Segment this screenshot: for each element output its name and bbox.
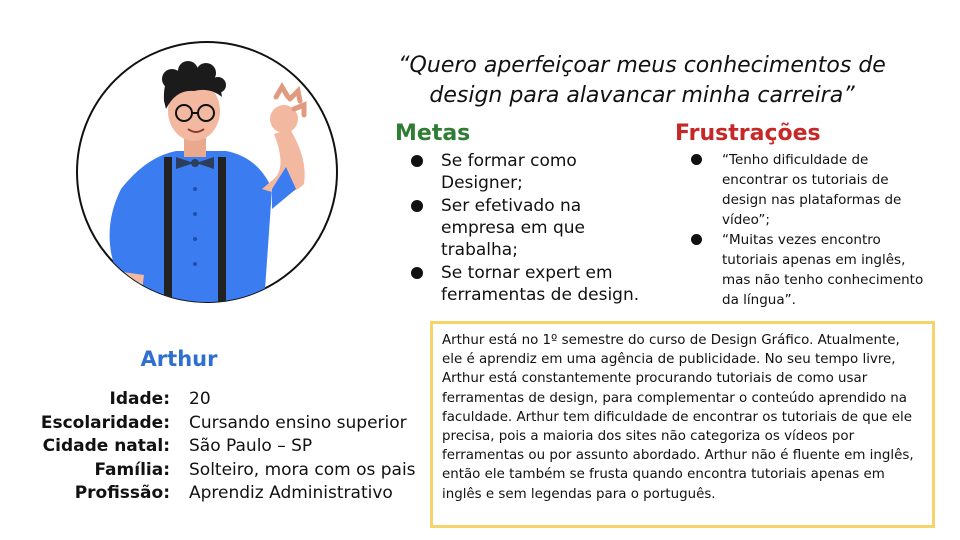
- info-value: São Paulo – SP: [189, 436, 313, 456]
- frustracoes-list: [690, 150, 930, 310]
- list-item: [408, 262, 648, 306]
- info-value: Solteiro, mora com os pais: [189, 459, 416, 480]
- persona-quote: “Quero aperfeiçoar meus conhecimentos de design para alavancar minha carreira”: [398, 53, 886, 108]
- frustracoes-heading: Frustrações: [675, 121, 821, 146]
- info-row-profissao: [18, 482, 416, 506]
- metas-item-text: Se formar como Designer;: [441, 151, 577, 193]
- info-row-escolaridade: [18, 412, 416, 436]
- persona-info: [18, 388, 416, 506]
- info-value: Cursando ensino superior: [189, 412, 407, 433]
- bullet-icon: [691, 154, 702, 165]
- list-item: [408, 150, 648, 194]
- bullet-icon: [411, 155, 423, 167]
- metas-item-text: Se tornar expert em ferramentas de design.: [441, 263, 640, 305]
- bullet-icon: [691, 234, 702, 245]
- metas-heading: Metas: [395, 121, 471, 146]
- bullet-icon: [411, 267, 423, 279]
- info-value: Aprendiz Administrativo: [189, 483, 393, 503]
- info-row-familia: [18, 459, 416, 483]
- persona-avatar: [76, 39, 338, 335]
- list-item: [690, 230, 930, 310]
- info-label: Cidade natal:: [42, 436, 170, 456]
- info-row-cidade-natal: [18, 435, 416, 459]
- info-label: Escolaridade:: [40, 412, 170, 433]
- metas-list: [408, 150, 648, 307]
- list-item: [690, 150, 930, 230]
- list-item: [408, 195, 648, 261]
- persona-name: Arthur: [140, 347, 218, 371]
- info-label: Idade:: [109, 389, 170, 409]
- info-label: Família:: [94, 459, 170, 480]
- info-value: 20: [189, 389, 211, 409]
- bullet-icon: [411, 200, 423, 212]
- metas-item-text: Ser efetivado na empresa em que trabalha;: [441, 196, 586, 260]
- persona-bio: Arthur está no 1º semestre do curso de Design Gráfico. Atualmente, ele é aprendiz em uma agência de publicidade. No seu tempo livre, Arthur está constantemente procurando tutoriais de como usar ferramentas de design, para complementar o conteúdo aprendido na faculdade. Arthur tem dificuldade de encontrar os tutoriais de que ele precisa, pois a maioria dos sites não categoriza os vídeos por ferramentas ou por assunto abordado. Arthur não é fluente em inglês, então ele também se frusta quando encontra tutoriais apenas em inglês e sem legendas para o português.: [430, 321, 935, 528]
- info-row-idade: [18, 388, 416, 412]
- frustracoes-item-text: “Tenho dificuldade de encontrar os tutoriais de design nas plataformas de vídeo”;: [722, 152, 902, 228]
- info-label: Profissão:: [74, 483, 170, 503]
- frustracoes-item-text: “Muitas vezes encontro tutoriais apenas em inglês, mas não tenho conhecimento da língua”.: [722, 232, 924, 308]
